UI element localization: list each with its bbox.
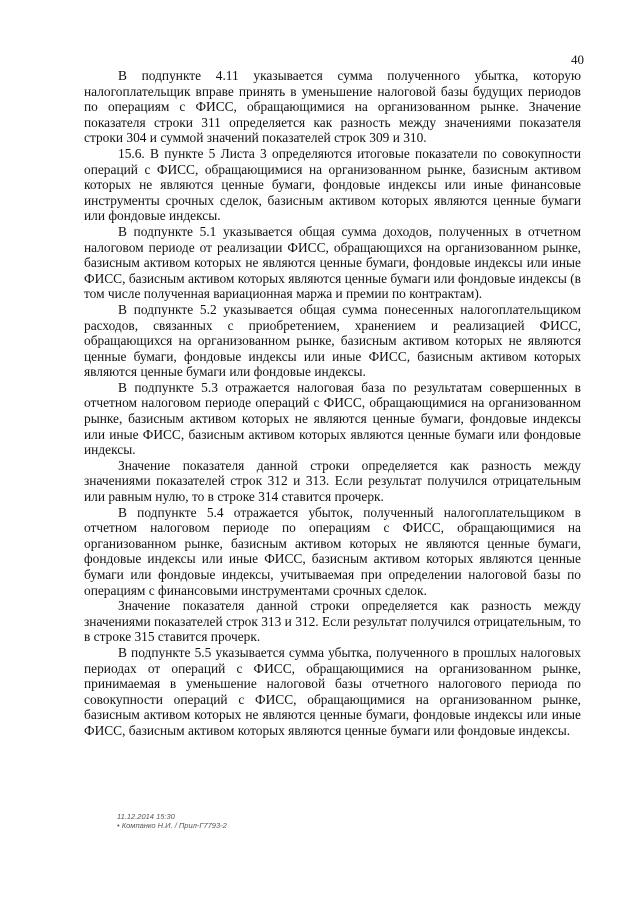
paragraph-subitem-5-3: В подпункте 5.3 отражается налоговая база по результатам совершенных в отчетном налоговом периоде операций с ФИСС, обращающимися на организованном рынке, базисным активом которых не являются ценные бумаги, фондовые индексы или иные ФИСС, базисным активом которых являются ценные бумаги или фондовые индексы. [84, 379, 581, 458]
paragraph-subitem-5-2: В подпункте 5.2 указывается общая сумма понесенных налогоплательщиком расходов, связанных с приобретением, хранением и реализацией ФИСС, обращающихся на организованном рынке, базисным активом которых не являются ценные бумаги, фондовые индексы или иные ФИСС, базисным активом которых являются ценные бумаги или фондовые индексы. [84, 301, 581, 380]
footer-timestamp: 11.12.2014 15:30 [117, 812, 175, 821]
paragraph-subitem-5-5: В подпункте 5.5 указывается сумма убытка, полученного в прошлых налоговых периодах от операций с ФИСС, обращающимися на организованном рынке, принимаемая в уменьшение налоговой базы отчетного налогового периода по совокупности операций с ФИСС, обращающимися на организованном рынке, базисным активом которых не являются ценные бумаги, фондовые индексы или иные ФИСС, базисным активом которых являются ценные бумаги или фондовые индексы. [84, 644, 581, 738]
page-number: 40 [571, 52, 584, 67]
paragraph-subitem-5-1: В подпункте 5.1 указывается общая сумма доходов, полученных в отчетном налоговом периоде от реализации ФИСС, обращающихся на организованном рынке, базисным активом которых не являются ценные бумаги, фондовые индексы или иные ФИСС, базисным активом которых являются ценные бумаги или фондовые индексы (в том числе полученная вариационная маржа и премии по контрактам). [84, 223, 581, 302]
document-footer-stamp [117, 812, 227, 830]
paragraph-line-314-value: Значение показателя данной строки определяется как разность между значениями показателей строк 312 и 313. Если результат получился отрицательным или равным нулю, то в строке 314 ставится прочерк. [84, 457, 581, 505]
paragraph-item-15-6: 15.6. В пункте 5 Листа 3 определяются итоговые показатели по совокупности операций с ФИСС, обращающимися на организованном рынке, базисным активом которых не являются ценные бумаги, фондовые индексы или иные финансовые инструменты срочных сделок, базисным активом которых являются ценные бумаги или фондовые индексы. [84, 145, 581, 224]
paragraph-line-315-value: Значение показателя данной строки определяется как разность между значениями показателей строк 313 и 312. Если результат получился отрицательным, то в строке 315 ставится прочерк. [84, 598, 581, 645]
paragraph-subitem-5-4: В подпункте 5.4 отражается убыток, полученный налогоплательщиком в отчетном налоговом периоде по операциям с ФИСС, обращающимися на организованном рынке, базисным активом которых не являются ценные бумаги, фондовые индексы или иные ФИСС, базисным активом которых являются ценные бумаги или фондовые индексы, учитываемая при определении налоговой базы по операциям с финансовыми инструментами срочных сделок. [84, 504, 581, 598]
paragraph-subitem-4-11: В подпункте 4.11 указывается сумма полученного убытка, которую налогоплательщик вправе принять в уменьшение налоговой базы будущих периодов по операциям с ФИСС, обращающимися на организованном рынке. Значение показателя строки 311 определяется как разность между значениями показателя строки 304 и суммой значений показателей строк 309 и 310. [84, 68, 581, 146]
document-body [84, 68, 581, 739]
footer-author-file: • Компанко Н.И. / Прил-Г7793-2 [117, 821, 227, 830]
